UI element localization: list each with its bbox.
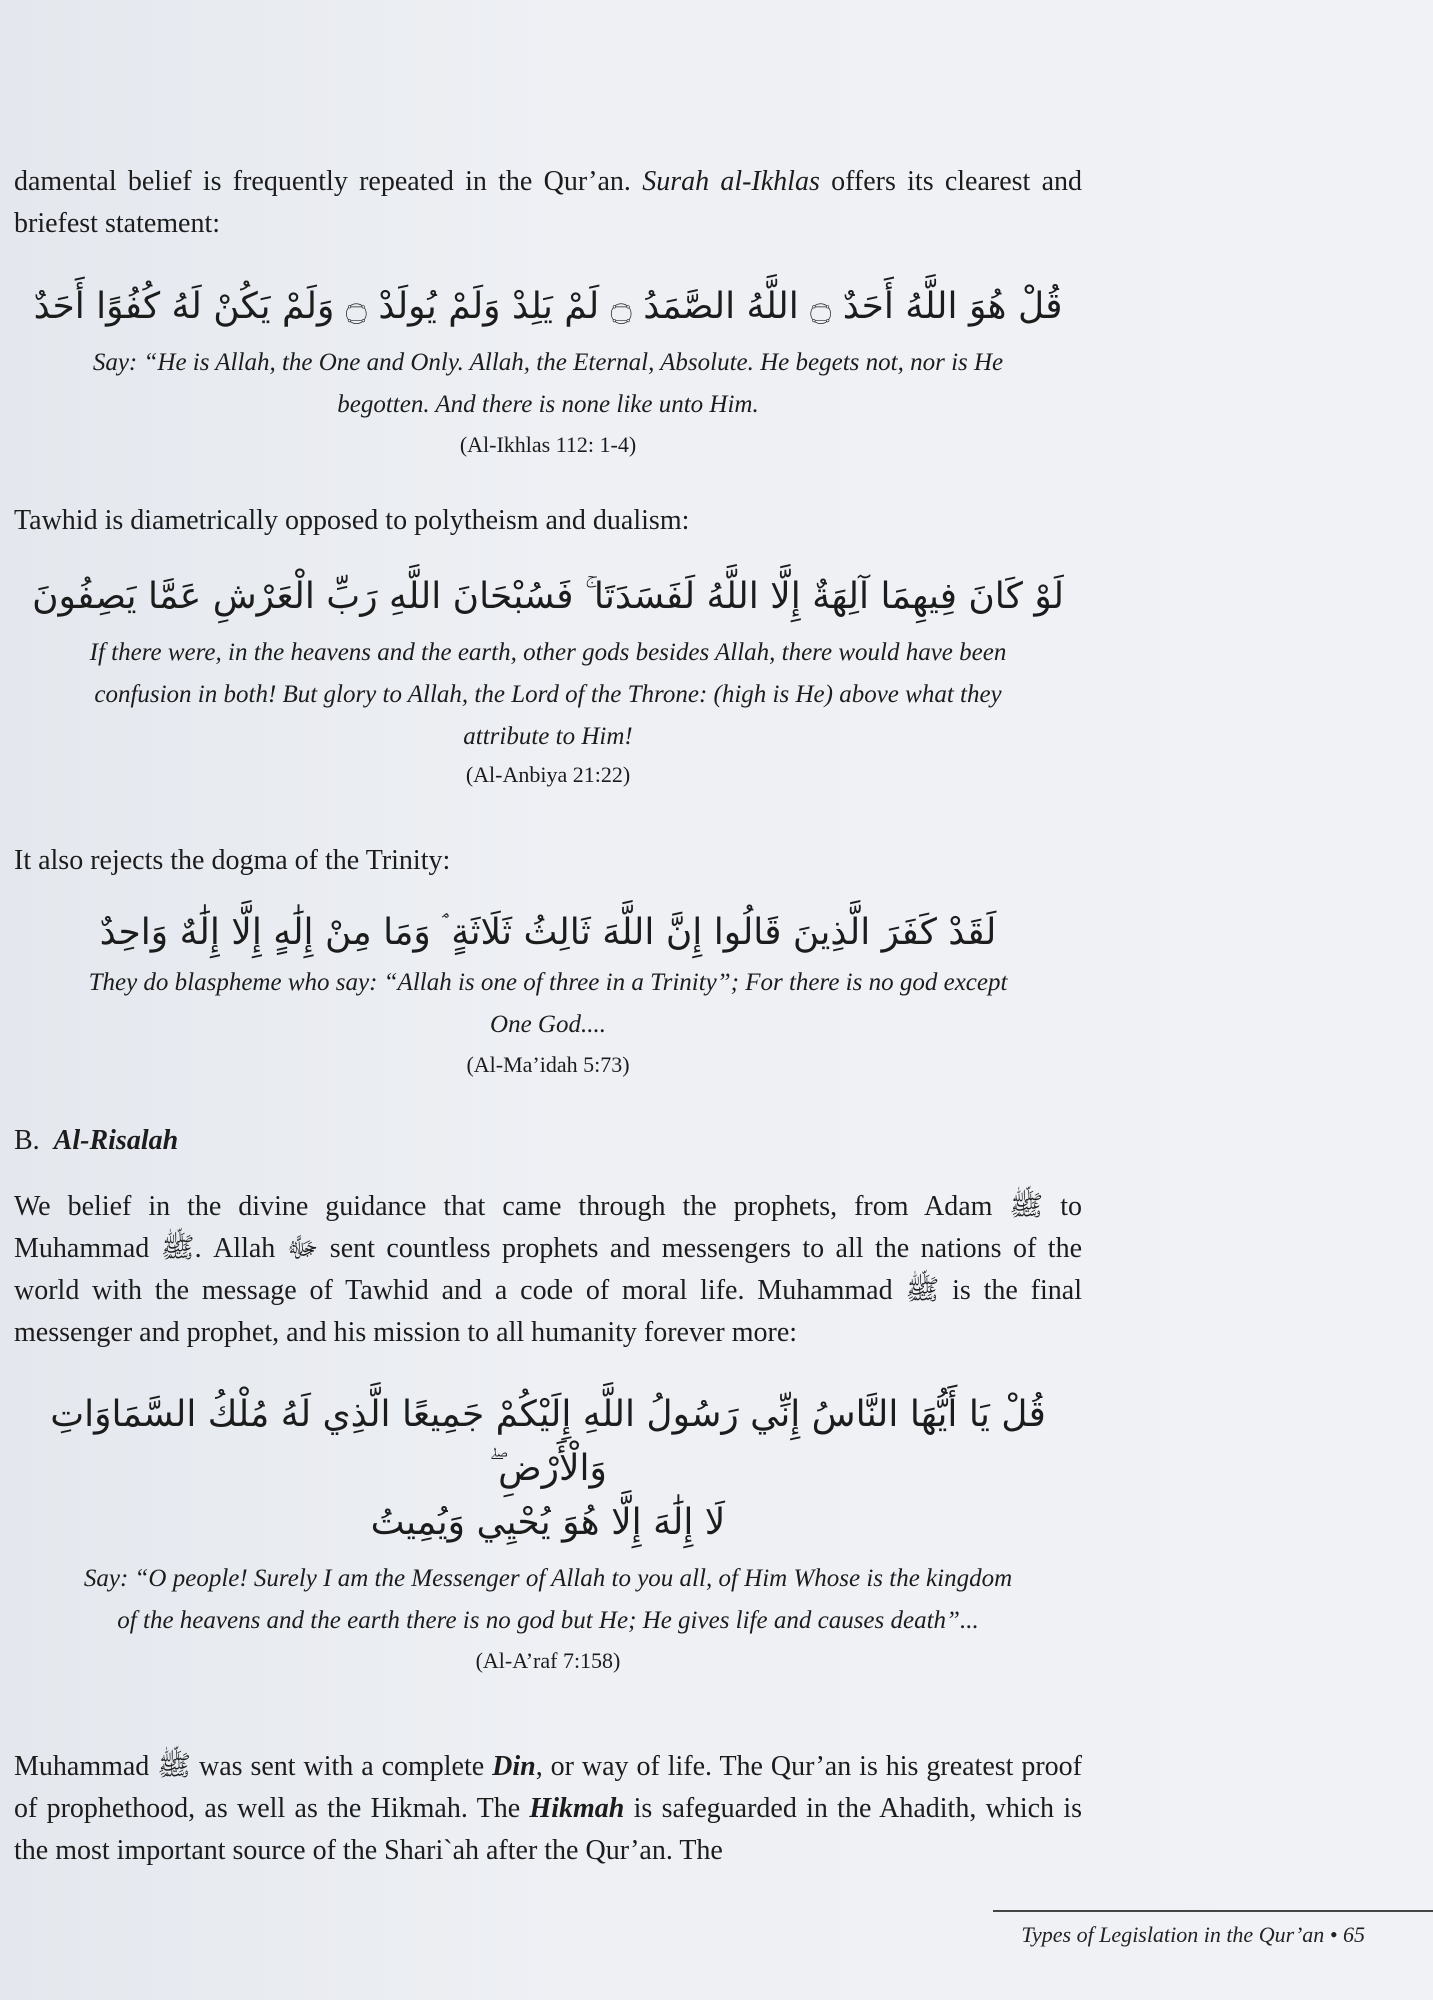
- quote-anbiya: [14, 570, 1082, 790]
- paragraph-trinity: [14, 840, 1082, 882]
- text: offers its clearest and briefest statement:: [14, 166, 1082, 239]
- arabic-verse: قُلْ هُوَ اللَّهُ أَحَدٌ ۝ اللَّهُ الصَّمَدُ ۝ لَمْ يَلِدْ وَلَمْ يُولَدْ ۝ وَلَمْ يَكُنْ لَهُ كُفُوًا أَحَدٌ: [33, 286, 1063, 327]
- honorific-glyph: ﷺ: [905, 1275, 940, 1306]
- text: damental belief is frequently repeated in the Qur’an.: [14, 166, 643, 197]
- text: to Muhammad: [14, 1191, 1083, 1264]
- text: Tawhid is diametrically opposed to polytheism and dualism:: [14, 505, 690, 536]
- arabic-verse: لَوْ كَانَ فِيهِمَا آلِهَةٌ إِلَّا اللَّهُ لَفَسَدَتَا ۚ فَسُبْحَانَ اللَّهِ رَبِّ الْعَرْشِ عَمَّا يَصِفُونَ: [32, 576, 1064, 617]
- term-din: Din: [492, 1751, 536, 1782]
- text: is safeguarded in the Ahadith, which is the most important source of the Shari`ah after the Qur’an. The: [14, 1793, 1083, 1866]
- verse-translation: Say: “O people! Surely I am the Messenger of Allah to you all, of Him Whose is the kingdom of the heavens and the earth there is no god but He; He gives life and causes death”...: [83, 1565, 1013, 1634]
- text: It also rejects the dogma of the Trinity:: [14, 845, 451, 876]
- surah-name: Surah al-Ikhlas: [642, 166, 820, 197]
- honorific-glyph: ﷺ: [157, 1751, 192, 1782]
- verse-reference: (Al-Ikhlas 112: 1-4): [459, 432, 637, 457]
- arabic-verse: لَقَدْ كَفَرَ الَّذِينَ قَالُوا إِنَّ اللَّهَ ثَالِثُ ثَلَاثَةٍ ۘ وَمَا مِنْ إِلَٰهٍ إِلَّا إِلَٰهٌ وَاحِدٌ: [99, 912, 997, 953]
- verse-reference: (Al-Ma’idah 5:73): [466, 1052, 630, 1077]
- paragraph-risalah: [14, 1186, 1082, 1354]
- text: , or way of life. The Qur’an is his greatest proof of prophethood, as well as the Hikmah. The: [14, 1751, 1083, 1824]
- section-heading: [14, 1120, 1082, 1162]
- text: sent countless prophets and messengers to all the nations of the world with the message of Tawhid and a code of moral life. Muhammad: [14, 1233, 1082, 1306]
- honorific-glyph: ﷻ: [286, 1233, 319, 1264]
- text: Muhammad: [14, 1751, 158, 1782]
- text: We belief in the divine guidance that came through the prophets, from Adam: [14, 1191, 1010, 1222]
- honorific-glyph: ﷺ: [160, 1233, 195, 1264]
- verse-translation: They do blaspheme who say: “Allah is one of three in a Trinity”; For there is no god except One God....: [88, 969, 1008, 1038]
- paragraph-intro: [14, 161, 1082, 245]
- verse-reference: (Al-Anbiya 21:22): [465, 762, 631, 787]
- verse-translation: If there were, in the heavens and the earth, other gods besides Allah, there would have been confusion in both! But glory to Allah, the Lord of the Throne: (high is He) above what they attribute to Him!: [89, 639, 1007, 750]
- quote-maidah: [14, 906, 1082, 1080]
- arabic-verse-line-2: لَا إِلَٰهَ إِلَّا هُوَ يُحْيِي وَيُمِيتُ: [370, 1502, 726, 1543]
- arabic-verse-line-1: قُلْ يَا أَيُّهَا النَّاسُ إِنِّي رَسُولُ اللَّهِ إِلَيْكُمْ جَمِيعًا الَّذِي لَهُ مُلْكُ السَّمَاوَاتِ وَالْأَرْضِ ۖ: [50, 1394, 1046, 1489]
- footer-rule: [993, 1910, 1433, 1912]
- text: is the final messenger and prophet, and his mission to all humanity forever more:: [14, 1275, 1082, 1348]
- honorific-glyph: ﷺ: [1009, 1191, 1044, 1222]
- paragraph-tawhid: [14, 500, 1082, 542]
- quote-araf: [14, 1388, 1082, 1676]
- quote-ikhlas: [14, 280, 1082, 460]
- text: was sent with a complete: [191, 1751, 493, 1782]
- verse-reference: (Al-A’raf 7:158): [475, 1648, 621, 1673]
- section-letter: B.: [14, 1125, 40, 1156]
- paragraph-din: [14, 1746, 1082, 1872]
- section-title: Al-Risalah: [53, 1125, 179, 1156]
- verse-translation: Say: “He is Allah, the One and Only. Allah, the Eternal, Absolute. He begets not, nor is He begotten. And there is none like unto Him.: [92, 349, 1004, 418]
- text: . Allah: [194, 1233, 287, 1264]
- term-hikmah: Hikmah: [529, 1793, 625, 1824]
- page-footer: Types of Legislation in the Qur’an • 65: [1021, 1922, 1365, 1947]
